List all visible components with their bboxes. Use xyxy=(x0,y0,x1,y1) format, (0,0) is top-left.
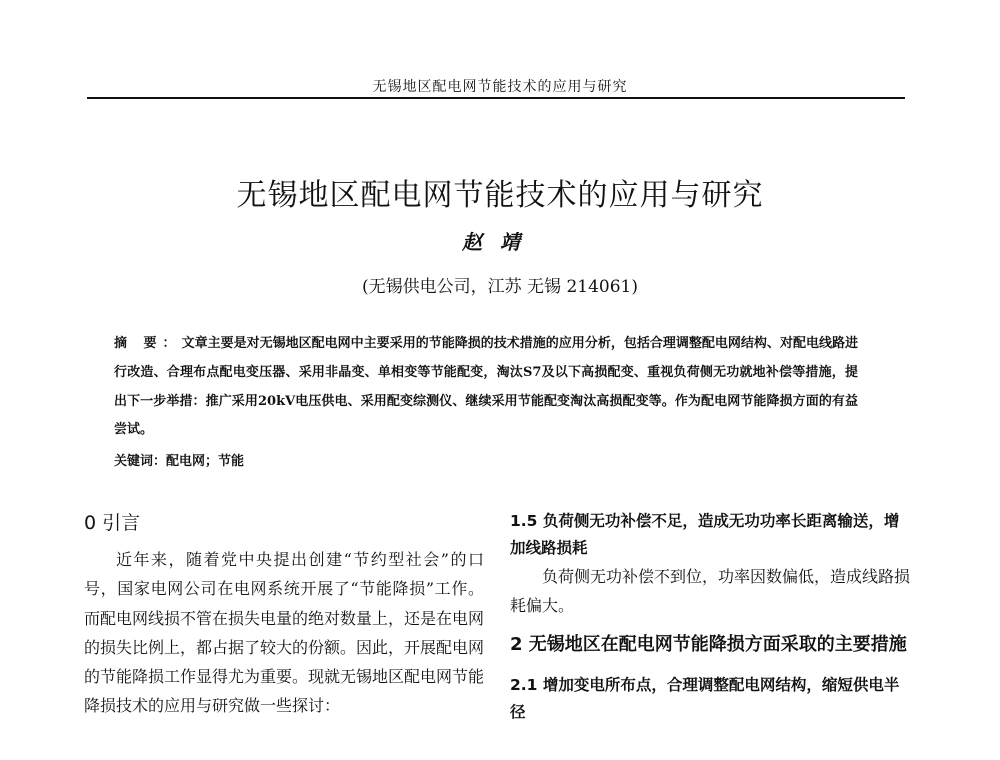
abstract-text: 文章主要是对无锡地区配电网中主要采用的节能降损的技术措施的应用分析，包括合理调整配电网结构、对配电线路进行改造、合理布点配电变压器、采用非晶变、单相变等节能配变，淘汰S7及以下高损配变、重视负荷侧无功就地补偿等措施，提出下一步举措：推广采用20kV电压供电、采用配变综测仪、继续采用节能配变淘汰高损配变等。作为配电网节能降损方面的有益尝试。 xyxy=(114,336,858,438)
author-name: 赵靖 xyxy=(462,230,538,254)
paper-title: 无锡地区配电网节能技术的应用与研究 xyxy=(236,178,764,214)
introduction-paragraph: 近年来，随着党中央提出创建“节约型社会”的口号，国家电网公司在电网系统开展了“节能降损”工作。而配电网线损不管在损失电量的绝对数量上，还是在电网的损失比例上，都占据了较大的份额。因此，开展配电网的节能降损工作显得尤为重要。现就无锡地区配电网节能降损技术的应用与研究做一些探讨： xyxy=(84,550,485,716)
keywords xyxy=(114,450,858,469)
subsection-heading-2-1: 2.1 增加变电所布点，合理调整配电网结构，缩短供电半径 xyxy=(510,675,900,721)
keywords-label: 关键词： xyxy=(114,454,167,469)
right-column xyxy=(510,508,910,726)
subsection-heading-1-5: 1.5 负荷侧无功补偿不足，造成无功功率长距离输送，增加线路损耗 xyxy=(510,512,900,557)
running-head: 无锡地区配电网节能技术的应用与研究 xyxy=(372,79,628,95)
author-affiliation: (无锡供电公司，江苏 无锡 214061) xyxy=(362,277,638,297)
section-heading-introduction: 0 引言 xyxy=(84,512,141,534)
keywords-text: 配电网；节能 xyxy=(166,454,245,469)
header-rule xyxy=(87,97,905,99)
abstract xyxy=(114,330,858,445)
paragraph-1-5: 负荷侧无功补偿不到位，功率因数偏低，造成线路损耗偏大。 xyxy=(510,567,911,616)
left-column xyxy=(84,508,484,721)
abstract-label: 摘 要： xyxy=(114,336,182,351)
section-heading-2: 2 无锡地区在配电网节能降损方面采取的主要措施 xyxy=(510,633,907,655)
